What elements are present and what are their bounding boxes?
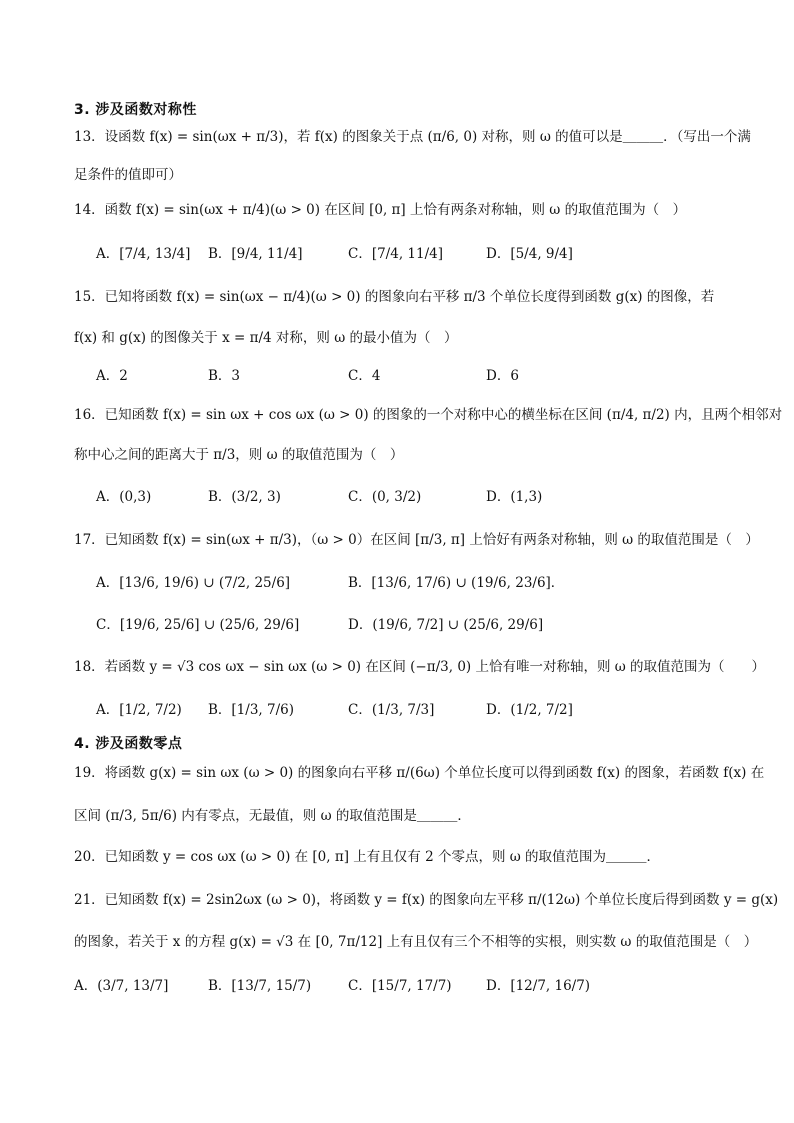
q14-option-b: B．[9/4, 11/4] [208, 246, 303, 262]
question-16-line-1: 16．已知函数 f(x) = sin ωx + cos ωx (ω > 0) 的图象的一个对称中心的横坐标在区间 (π/4, π/2) 内，且两个相邻对 [74, 407, 783, 423]
question-15-line-1: 15．已知将函数 f(x) = sin(ωx − π/4)(ω > 0) 的图象向右平移 π/3 个单位长度得到函数 g(x) 的图像，若 [74, 289, 715, 305]
section-heading-zeros: 4. 涉及函数零点 [74, 736, 183, 752]
question-18-text: 18．若函数 y = √3 cos ωx − sin ωx (ω > 0) 在区间 (−π/3, 0) 上恰有唯一对称轴，则 ω 的取值范围为（ ） [74, 659, 766, 675]
question-20-text: 20．已知函数 y = cos ωx (ω > 0) 在 [0, π] 上有且仅有 2 个零点，则 ω 的取值范围为＿＿＿． [74, 849, 661, 865]
question-19-line-1: 19．将函数 g(x) = sin ωx (ω > 0) 的图象向右平移 π/(6ω) 个单位长度可以得到函数 f(x) 的图象，若函数 f(x) 在 [74, 765, 765, 781]
question-13-line-2: 足条件的值即可） [74, 167, 182, 183]
question-14-text: 14．函数 f(x) = sin(ωx + π/4)(ω > 0) 在区间 [0, π] 上恰有两条对称轴，则 ω 的取值范围为（ ） [74, 202, 687, 218]
q17-option-b: B．[13/6, 17/6) ∪ (19/6, 23/6]． [348, 575, 565, 591]
q21-option-d: D．[12/7, 16/7) [486, 978, 591, 994]
q16-option-d: D．(1,3) [486, 489, 543, 505]
section-heading-symmetry: 3. 涉及函数对称性 [74, 102, 197, 118]
q14-option-c: C．[7/4, 11/4] [348, 246, 443, 262]
q17-option-a: A．[13/6, 19/6) ∪ (7/2, 25/6] [96, 575, 291, 591]
q16-option-b: B．(3/2, 3) [208, 489, 281, 505]
q15-option-d: D．6 [486, 368, 519, 384]
q17-option-d: D．(19/6, 7/2] ∪ (25/6, 29/6] [348, 617, 544, 633]
q21-option-b: B．[13/7, 15/7) [208, 978, 312, 994]
q14-option-d: D．[5/4, 9/4] [486, 246, 573, 262]
question-19-line-2: 区间 (π/3, 5π/6) 内有零点，无最值，则 ω 的取值范围是＿＿＿． [74, 808, 471, 824]
q15-option-a: A．2 [96, 368, 128, 384]
q16-option-a: A．(0,3) [96, 489, 152, 505]
q18-option-d: D．(1/2, 7/2] [486, 702, 573, 718]
question-21-line-2: 的图象，若关于 x 的方程 g(x) = √3 在 [0, 7π/12] 上有且仅有三个不相等的实根，则实数 ω 的取值范围是（ ） [74, 934, 758, 950]
question-16-line-2: 称中心之间的距离大于 π/3，则 ω 的取值范围为（ ） [74, 447, 404, 463]
q18-option-c: C．(1/3, 7/3] [348, 702, 435, 718]
q18-option-b: B．[1/3, 7/6) [208, 702, 294, 718]
q21-option-a: A．(3/7, 13/7] [74, 978, 169, 994]
q14-option-a: A．[7/4, 13/4] [96, 246, 191, 262]
q16-option-c: C．(0, 3/2) [348, 489, 422, 505]
q15-option-b: B．3 [208, 368, 241, 384]
question-17-text: 17．已知函数 f(x) = sin(ωx + π/3)，（ω > 0）在区间 [π/3, π] 上恰好有两条对称轴，则 ω 的取值范围是（ ） [74, 532, 759, 548]
q18-option-a: A．[1/2, 7/2) [96, 702, 182, 718]
question-13-line-1: 13．设函数 f(x) = sin(ωx + π/3)，若 f(x) 的图象关于点 (π/6, 0) 对称，则 ω 的值可以是＿＿＿．（写出一个满 [74, 129, 751, 145]
q15-option-c: C．4 [348, 368, 381, 384]
q21-option-c: C．[15/7, 17/7) [348, 978, 452, 994]
q17-option-c: C．[19/6, 25/6] ∪ (25/6, 29/6] [96, 617, 300, 633]
question-21-line-1: 21．已知函数 f(x) = 2sin2ωx (ω > 0)，将函数 y = f(x) 的图象向左平移 π/(12ω) 个单位长度后得到函数 y = g(x) [74, 892, 779, 908]
question-15-line-2: f(x) 和 g(x) 的图像关于 x = π/4 对称，则 ω 的最小值为（ ） [74, 330, 458, 346]
